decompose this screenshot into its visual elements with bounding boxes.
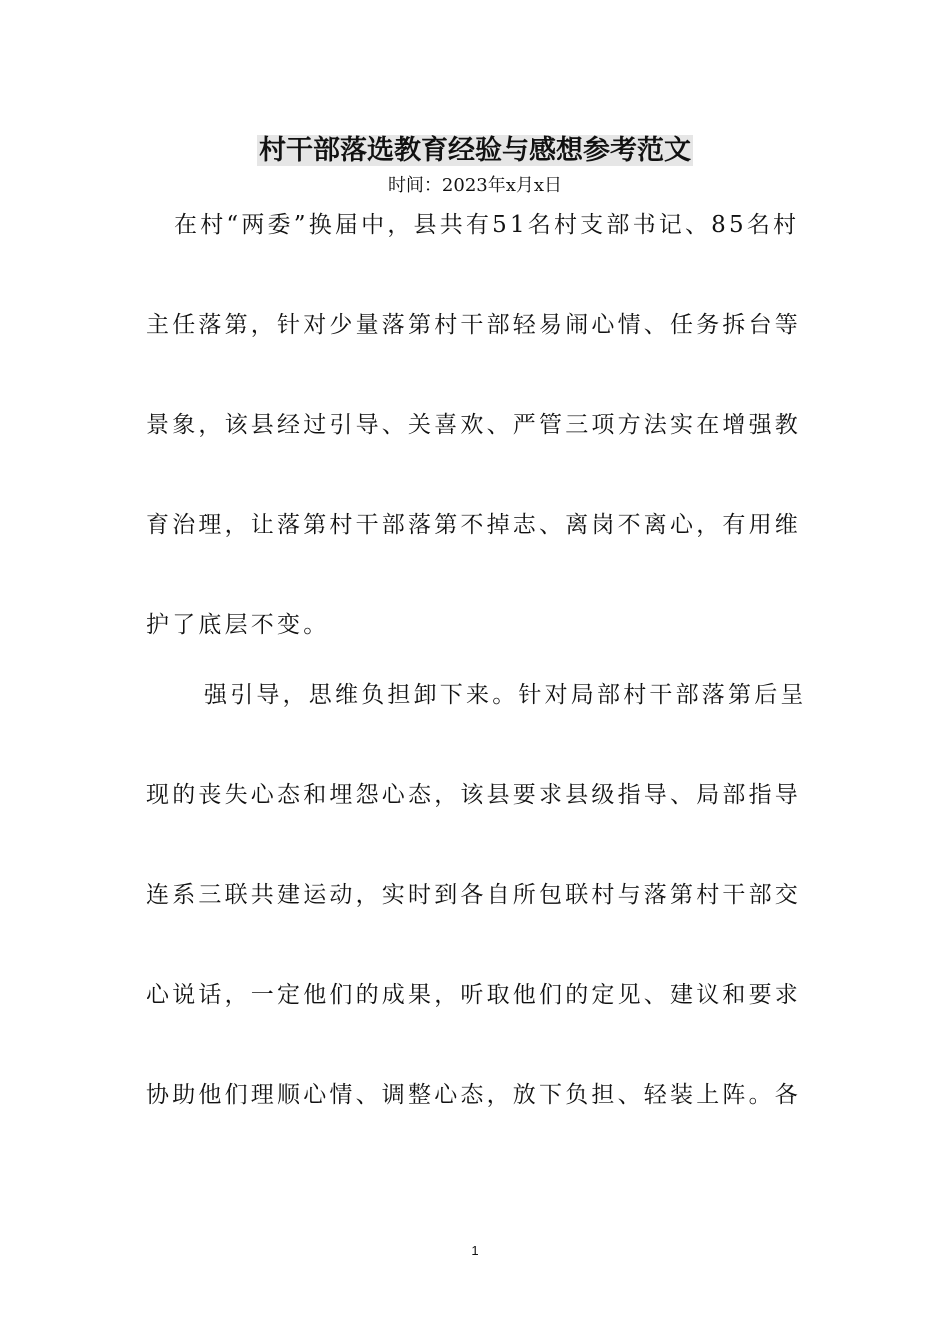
paragraph-line: 育治理，让落第村干部落第不掉志、离岗不离心，有用维 — [146, 512, 801, 538]
paragraph-1 — [146, 175, 806, 675]
paragraph-2 — [146, 645, 806, 1145]
paragraph-line: 连系三联共建运动，实时到各自所包联村与落第村干部交 — [146, 882, 801, 908]
document-title-text: 村干部落选教育经验与感想参考范文 — [259, 135, 691, 166]
document-date: 时间：2023年x月x日 — [387, 175, 563, 196]
paragraph-line: 在村“两委”换届中，县共有51名村支部书记、85名村 — [174, 212, 800, 238]
paragraph-line: 主任落第，针对少量落第村干部轻易闹心情、任务拆台等 — [146, 312, 801, 338]
document-title — [0, 133, 950, 169]
paragraph-line: 强引导，思维负担卸下来。针对局部村干部落第后呈 — [204, 682, 807, 708]
paragraph-line: 护了底层不变。 — [146, 612, 330, 638]
paragraph-line: 心说话，一定他们的成果，听取他们的定见、建议和要求 — [146, 982, 801, 1008]
paragraph-line: 协助他们理顺心情、调整心态，放下负担、轻装上阵。各 — [146, 1082, 801, 1108]
paragraph-line: 景象，该县经过引导、关喜欢、严管三项方法实在增强教 — [146, 412, 801, 438]
paragraph-line: 现的丧失心态和埋怨心态，该县要求县级指导、局部指导 — [146, 782, 801, 808]
page-number: 1 — [471, 1243, 479, 1258]
